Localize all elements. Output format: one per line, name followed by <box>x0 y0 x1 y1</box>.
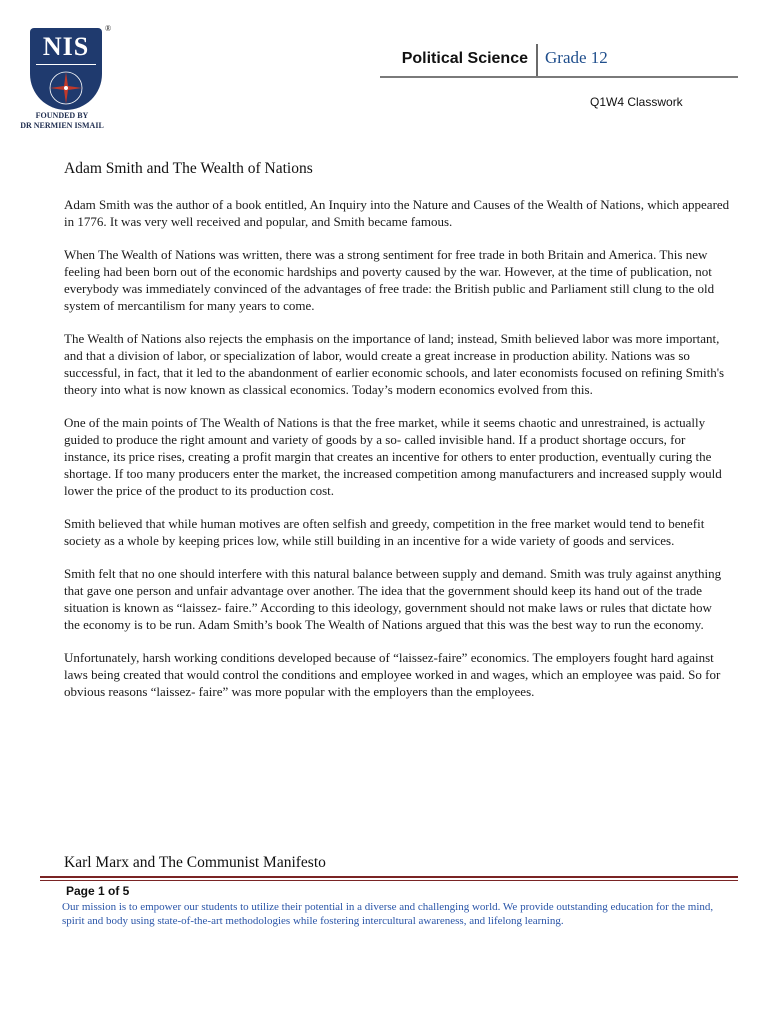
registered-mark: ® <box>105 24 112 33</box>
mission-statement: Our mission is to empower our students to utilize their potential in a diverse and challenging world. We provide outstanding education for the mind, spirit and body using state-of-the-art methodologies while fostering intercultural awareness, and lifelong learning. <box>62 901 714 927</box>
paragraph: Unfortunately, harsh working conditions developed because of “laissez-faire” economics. The employers fought hard against laws being created that would control the conditions and employee worked in and wages, which an employee was paid. So for obvious reasons “laissez- faire” was more popular with the employers than the employees. <box>64 650 721 699</box>
footer-rule <box>40 876 738 878</box>
footer-rule-thin <box>40 880 738 881</box>
paragraph: The Wealth of Nations also rejects the emphasis on the importance of land; instead, Smith believed labor was more important, and that a division of labor, or specialization of labor, would create a great increase in production ability. Nations was so successful, in fact, that it led to the abandonment of earlier economic schools, and later economists focused on refining Smith's theory into what is now known as classical economics. Today’s modern economics evolved from this. <box>64 331 725 397</box>
paragraph: Smith felt that no one should interfere with this natural balance between supply and demand. Smith was truly against anything that gave one person and unfair advantage over another. The idea that the government should keep its hand out of the trade situation is known as “laissez- faire.” According to this ideology, government should not make laws or rules that dictate how the economy is to be run. Adam Smith’s book The Wealth of Nations argued that this was the best way to run the economy. <box>64 566 722 632</box>
founded-line-2: DR NERMIEN ISMAIL <box>20 121 104 130</box>
paragraph: Smith believed that while human motives are often selfish and greedy, competition in the free market would tend to benefit society as a whole by keeping prices low, while still building in an incentive for a wide variety of goods and services. <box>64 516 705 548</box>
paragraph: When The Wealth of Nations was written, there was a strong sentiment for free trade in both Britain and America. This new feeling had been born out of the economic hardships and poverty caused by the war. However, at the time of publication, not everybody was immediately convinced of the advantages of free trade: the British public and Parliament still clung to the old system of mercantilism for many years to come. <box>64 247 715 313</box>
header-rule <box>380 76 738 78</box>
logo-shield <box>30 28 102 110</box>
subject-title: Political Science <box>401 50 528 67</box>
document-body <box>64 160 730 716</box>
paragraph: Adam Smith was the author of a book entitled, An Inquiry into the Nature and Causes of the Wealth of Nations, which appeared in 1776. It was very well received and popular, and Smith became famous. <box>64 197 730 229</box>
logo-divider <box>36 64 96 65</box>
section-title: Adam Smith and The Wealth of Nations <box>64 160 313 177</box>
logo-founded-by <box>10 111 114 131</box>
section-title-2: Karl Marx and The Communist Manifesto <box>64 854 326 871</box>
grade-label: Grade 12 <box>545 48 608 67</box>
founded-line-1: FOUNDED BY <box>35 111 89 120</box>
paragraph: One of the main points of The Wealth of Nations is that the free market, while it seems chaotic and unrestrained, is actually guided to produce the right amount and variety of goods by a so- called invisible hand. If a product shortage occurs, for instance, its price rises, creating a profit margin that creates an incentive for others to enter production, eventually curing the shortage. If too many producers enter the market, the increased competition among manufacturers and increased supply would lower the price of the product to its production cost. <box>64 415 722 498</box>
page-number: Page 1 of 5 <box>66 884 130 898</box>
header-separator <box>536 44 538 76</box>
classwork-label: Q1W4 Classwork <box>590 95 683 109</box>
logo-acronym: NIS <box>42 32 90 61</box>
compass-star-icon <box>46 68 86 108</box>
